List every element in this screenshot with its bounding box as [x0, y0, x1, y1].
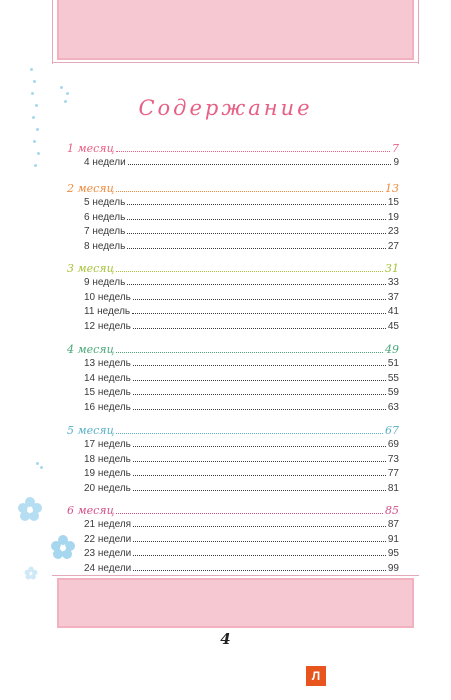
- toc-week-row[interactable]: [67, 519, 399, 534]
- toc-week-row[interactable]: [67, 439, 399, 454]
- toc-week-row[interactable]: [67, 387, 399, 402]
- toc-week-row[interactable]: [67, 548, 399, 563]
- toc-week-row[interactable]: [67, 306, 399, 321]
- toc-section: [67, 424, 399, 497]
- toc-week-row[interactable]: [67, 197, 399, 212]
- month-page: 31: [385, 262, 399, 275]
- toc-week-row[interactable]: [67, 563, 399, 578]
- week-label: 4 недели: [84, 157, 126, 168]
- toc-section: [67, 142, 399, 172]
- toc-month-row[interactable]: [67, 142, 399, 157]
- week-label: 8 недель: [84, 240, 126, 252]
- week-label: 20 недель: [84, 482, 131, 494]
- frame-left-edge: [52, 0, 53, 64]
- month-label: 1 месяц: [67, 142, 115, 155]
- week-page: 37: [387, 291, 399, 303]
- month-page: 13: [385, 182, 399, 195]
- week-label: 13 недель: [84, 358, 131, 369]
- toc-week-row[interactable]: [67, 373, 399, 388]
- page-title: Содержание: [138, 96, 313, 120]
- toc-week-row[interactable]: [67, 321, 399, 336]
- week-label: 15 недель: [84, 387, 131, 398]
- toc-week-row[interactable]: [67, 212, 399, 227]
- month-label: 5 месяц: [67, 424, 115, 437]
- month-page: 7: [392, 142, 399, 155]
- week-page: 33: [387, 277, 399, 288]
- toc-month-row[interactable]: [67, 424, 399, 439]
- week-label: 19 недель: [84, 468, 131, 479]
- week-page: 15: [387, 197, 399, 208]
- week-label: 22 недели: [84, 533, 132, 545]
- week-label: 21 неделя: [84, 519, 132, 530]
- week-page: 63: [387, 401, 399, 413]
- week-label: 14 недель: [84, 372, 131, 384]
- week-page: 69: [387, 439, 399, 450]
- week-page: 41: [387, 306, 399, 317]
- week-page: 23: [387, 226, 399, 237]
- week-label: 11 недель: [84, 306, 131, 317]
- toc-week-row[interactable]: [67, 157, 399, 172]
- toc-section: [67, 182, 399, 255]
- week-label: 16 недель: [84, 401, 131, 413]
- week-page: 99: [387, 562, 399, 574]
- toc-week-row[interactable]: [67, 358, 399, 373]
- toc-section: [67, 262, 399, 335]
- week-label: 5 недель: [84, 197, 126, 208]
- toc-section: [67, 343, 399, 416]
- week-page: 95: [387, 548, 399, 559]
- publisher-logo: Л: [306, 666, 326, 686]
- week-label: 9 недель: [84, 277, 126, 288]
- top-decorative-box: [57, 0, 414, 60]
- week-label: 6 недель: [84, 211, 126, 223]
- week-label: 23 недели: [84, 548, 132, 559]
- toc-week-row[interactable]: [67, 534, 399, 549]
- month-page: 85: [385, 504, 399, 517]
- week-page: 59: [387, 387, 399, 398]
- week-page: 9: [393, 157, 399, 168]
- week-page: 45: [387, 320, 399, 332]
- week-page: 73: [387, 453, 399, 465]
- toc-week-row[interactable]: [67, 226, 399, 241]
- month-label: 3 месяц: [67, 262, 115, 275]
- month-label: 4 месяц: [67, 343, 115, 356]
- toc-week-row[interactable]: [67, 292, 399, 307]
- month-label: 6 месяц: [67, 504, 115, 517]
- page-number: 4: [220, 630, 231, 648]
- month-page: 49: [385, 343, 399, 356]
- week-page: 27: [387, 240, 399, 252]
- week-page: 91: [387, 533, 399, 545]
- top-frame-line: [52, 62, 419, 63]
- toc-month-row[interactable]: [67, 182, 399, 197]
- toc-week-row[interactable]: [67, 277, 399, 292]
- bottom-decorative-box: [57, 578, 414, 628]
- week-page: 19: [387, 211, 399, 223]
- week-page: 81: [387, 482, 399, 494]
- week-page: 55: [387, 372, 399, 384]
- toc-month-row[interactable]: [67, 262, 399, 277]
- toc-week-row[interactable]: [67, 402, 399, 417]
- toc-month-row[interactable]: [67, 504, 399, 519]
- toc-section: [67, 504, 399, 577]
- week-page: 87: [387, 519, 399, 530]
- month-page: 67: [385, 424, 399, 437]
- week-label: 24 недели: [84, 562, 132, 574]
- toc-week-row[interactable]: [67, 468, 399, 483]
- week-label: 12 недель: [84, 320, 131, 332]
- toc-week-row[interactable]: [67, 241, 399, 256]
- flower-icon: [17, 496, 43, 522]
- toc-week-row[interactable]: [67, 454, 399, 469]
- week-label: 10 недель: [84, 291, 131, 303]
- frame-right-edge: [418, 0, 419, 64]
- toc-month-row[interactable]: [67, 343, 399, 358]
- week-page: 77: [387, 468, 399, 479]
- week-label: 7 недель: [84, 226, 126, 237]
- week-page: 51: [387, 358, 399, 369]
- week-label: 17 недель: [84, 439, 131, 450]
- toc-week-row[interactable]: [67, 483, 399, 498]
- week-label: 18 недель: [84, 453, 131, 465]
- flower-icon: [24, 566, 38, 580]
- month-label: 2 месяц: [67, 182, 115, 195]
